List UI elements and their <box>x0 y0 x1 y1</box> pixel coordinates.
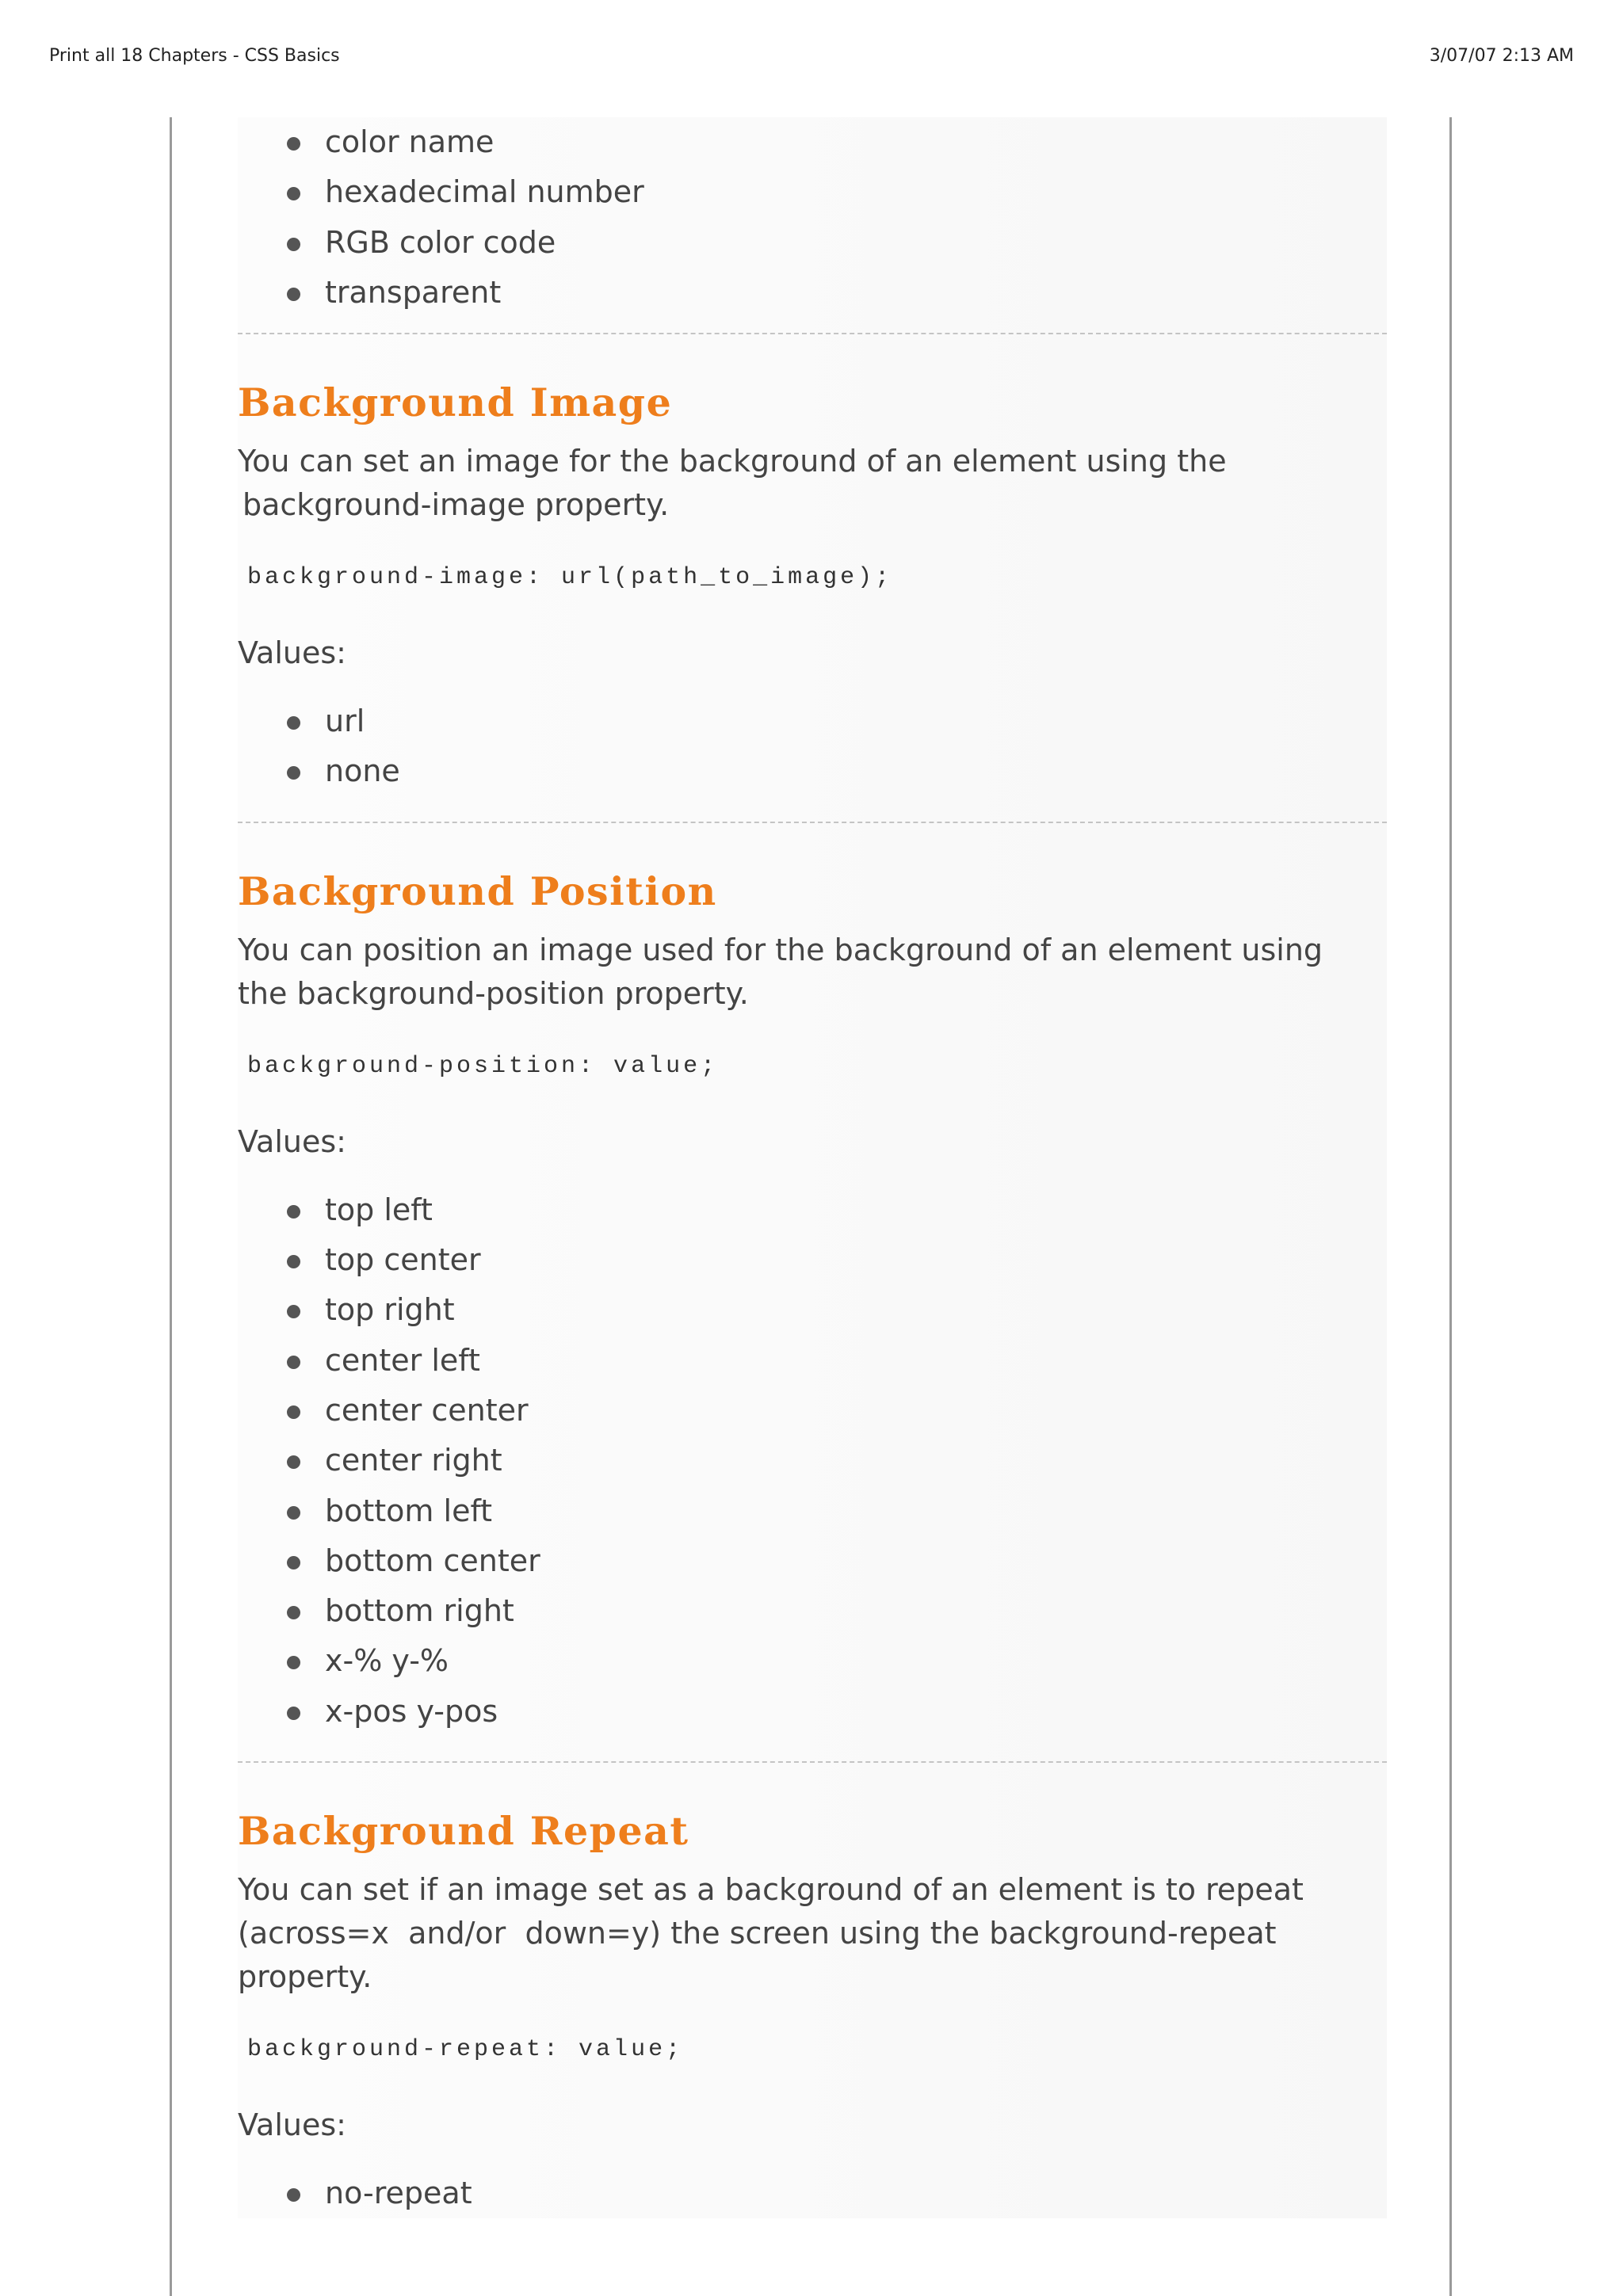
list-item: x-pos y-pos <box>238 1687 1387 1737</box>
section-description <box>238 1868 1387 1999</box>
section-description <box>238 929 1387 1016</box>
list-item: color name <box>238 117 1387 167</box>
values-label: Values: <box>238 1123 346 1159</box>
description-line: You can position an image used for the background of an element using <box>238 932 1323 967</box>
values-list <box>238 696 1387 797</box>
list-item: bottom center <box>238 1536 1387 1586</box>
values-list <box>238 1185 1387 1737</box>
list-item: bottom left <box>238 1486 1387 1536</box>
right-border-line <box>1449 117 1452 2296</box>
values-label: Values: <box>238 635 346 671</box>
list-item: top left <box>238 1185 1387 1235</box>
list-item: bottom right <box>238 1586 1387 1636</box>
values-list <box>238 2168 1387 2218</box>
list-item: transparent <box>238 268 1387 318</box>
description-line: background-image property. <box>242 487 670 523</box>
list-item: RGB color code <box>238 218 1387 268</box>
section-divider <box>238 822 1387 823</box>
page-header-title: Print all 18 Chapters - CSS Basics <box>49 46 340 66</box>
main-content <box>238 117 1387 2218</box>
left-border-line <box>170 117 172 2296</box>
description-line: (across=x and/or down=y) the screen using the background-repeat <box>238 1916 1277 1951</box>
description-line: You can set an image for the background of an element using the <box>238 444 1227 479</box>
list-item: x-% y-% <box>238 1636 1387 1686</box>
description-line: the background-position property. <box>238 975 749 1011</box>
list-item: top right <box>238 1285 1387 1335</box>
code-sample: background-position: value; <box>247 1052 719 1080</box>
list-item: url <box>238 696 1387 746</box>
section-heading-background-image: Background Image <box>238 379 673 426</box>
section-heading-background-repeat: Background Repeat <box>238 1808 689 1855</box>
section-divider <box>238 1761 1387 1763</box>
list-item: center left <box>238 1336 1387 1386</box>
section-heading-background-position: Background Position <box>238 868 717 914</box>
section-description <box>238 440 1387 527</box>
list-item: top center <box>238 1235 1387 1285</box>
description-line: property. <box>238 1959 372 1995</box>
description-line: You can set if an image set as a background of an element is to repeat <box>238 1872 1304 1908</box>
section-divider <box>238 333 1387 334</box>
values-label: Values: <box>238 2107 346 2143</box>
list-item: hexadecimal number <box>238 167 1387 217</box>
page-header-datetime: 3/07/07 2:13 AM <box>1429 46 1574 66</box>
list-item: center center <box>238 1386 1387 1436</box>
list-item: none <box>238 746 1387 796</box>
list-item: no-repeat <box>238 2168 1387 2218</box>
code-sample: background-image: url(path_to_image); <box>247 564 893 592</box>
list-item: center right <box>238 1436 1387 1486</box>
color-values-list <box>238 117 1387 318</box>
code-sample: background-repeat: value; <box>247 2036 684 2064</box>
